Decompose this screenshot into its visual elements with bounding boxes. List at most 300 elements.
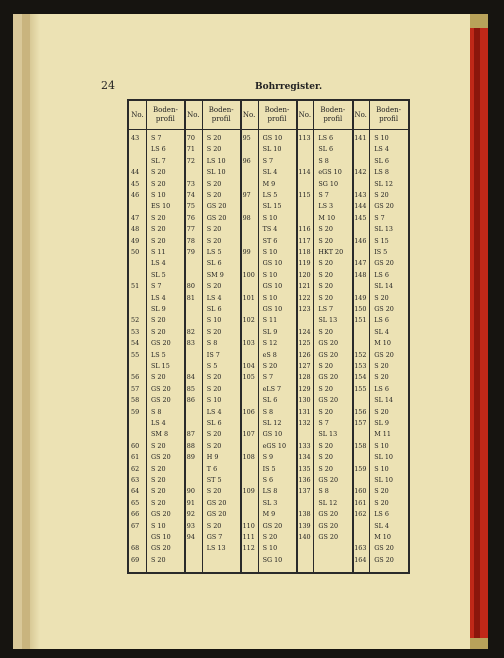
soil-profile: eGS 10 [318,168,342,177]
soil-profile: SL 6 [318,145,334,154]
soil-profile: SL 9 [374,419,389,427]
row-number: 48 [131,225,140,234]
row-number: 144 [354,202,367,211]
soil-profile: GS 10 [262,259,283,268]
soil-profile: S 7 [262,156,274,165]
row-number: 67 [131,521,140,530]
soil-profile: S 20 [206,225,222,234]
row-number: 114 [298,168,311,177]
soil-profile: S 10 [262,248,278,256]
soil-profile: LS 3 [318,202,334,211]
row-number: 108 [242,453,255,462]
soil-profile: M 9 [262,179,276,188]
row-number: 153 [354,362,367,370]
soil-profile: LS 6 [374,384,389,393]
soil-profile: S 20 [318,327,333,336]
soil-profile: S 20 [318,453,333,462]
soil-profile: LS 4 [151,419,166,427]
soil-profile: S 20 [206,487,222,496]
no-profile-divider [258,101,259,572]
soil-profile: S 8 [262,407,274,416]
row-number: 134 [298,453,311,462]
soil-profile: S 7 [318,419,329,427]
soil-profile: S 20 [206,373,222,382]
row-number: 91 [186,498,195,507]
row-number: 106 [242,407,255,416]
row-number: 116 [298,225,311,234]
soil-profile: SL 6 [262,396,278,405]
row-number: 130 [298,396,311,405]
row-number: 104 [242,362,255,370]
header-divider [129,129,408,130]
soil-profile: GS 20 [206,202,227,211]
no-profile-divider [146,101,147,572]
soil-profile: LS 10 [206,156,226,165]
row-number: 131 [298,407,311,416]
soil-profile: GS 20 [151,453,171,462]
row-number: 128 [298,373,311,382]
soil-profile: S 20 [206,191,222,199]
row-number: 53 [131,327,140,336]
row-number: 51 [131,282,140,291]
soil-profile: S 20 [262,362,278,370]
row-number: 136 [298,476,311,484]
header-no: No. [131,110,144,119]
row-number: 94 [186,533,195,541]
soil-profile: TS 4 [262,225,278,234]
row-number: 99 [242,248,251,256]
soil-profile: S 8 [318,487,329,496]
soil-profile: ES 10 [151,202,171,211]
soil-profile: S 20 [374,373,389,382]
soil-profile: SL 12 [374,179,393,188]
row-number: 157 [354,419,367,427]
soil-profile: S 20 [318,464,333,473]
header-no: No. [298,110,312,119]
soil-profile: SL 6 [374,156,389,165]
soil-profile: S 20 [151,498,166,507]
soil-profile: SG 10 [262,555,283,564]
row-number: 137 [298,487,311,496]
soil-profile: S 20 [318,362,333,370]
row-number: 70 [186,134,195,142]
soil-profile: LS 6 [374,510,389,519]
row-number: 125 [298,339,311,348]
soil-profile: S 8 [151,407,162,416]
header-profile: Boden- profil [152,106,178,123]
soil-profile: S 20 [318,236,333,245]
row-number: 45 [131,179,140,188]
soil-profile: LS 13 [206,544,226,553]
soil-profile: SL 15 [151,362,170,370]
soil-profile: S 20 [151,487,166,496]
row-number: 149 [354,293,367,302]
no-profile-divider [369,101,370,572]
row-number: 111 [242,533,255,541]
soil-profile: GS 20 [318,350,339,359]
soil-profile: GS 20 [318,510,339,519]
soil-profile: GS 20 [151,384,171,393]
soil-profile: GS 10 [262,305,283,313]
soil-profile: S 20 [206,134,222,142]
soil-profile: S 10 [262,544,278,553]
soil-profile: eLS 7 [262,384,282,393]
soil-profile: S 7 [374,213,385,222]
row-number: 52 [131,316,140,325]
soil-profile: M 10 [318,213,336,222]
soil-profile: S 11 [262,316,278,325]
soil-profile: S 20 [374,498,389,507]
row-number: 79 [186,248,195,256]
row-number: 77 [186,225,195,234]
row-number: 103 [242,339,255,348]
soil-profile: SL 13 [374,225,393,234]
row-number: 69 [131,555,140,564]
soil-profile: SL 6 [206,259,222,268]
soil-profile: S 20 [374,407,389,416]
soil-profile: SL 3 [262,498,278,507]
row-number: 78 [186,236,195,245]
soil-profile: IS 5 [374,248,388,256]
row-number: 120 [298,270,311,279]
soil-profile: S 6 [262,476,274,484]
soil-profile: S 20 [151,179,166,188]
soil-profile: SL 6 [206,419,222,427]
row-number: 83 [186,339,195,348]
row-number: 86 [186,396,195,405]
soil-profile: S 20 [318,384,333,393]
row-number: 135 [298,464,311,473]
soil-profile: M 11 [374,430,391,439]
row-number: 107 [242,430,255,439]
soil-profile: M 10 [374,339,391,348]
soil-profile: GS 20 [374,544,394,553]
row-number: 147 [354,259,367,268]
row-number: 80 [186,282,195,291]
row-number: 160 [354,487,367,496]
soil-profile: GS 20 [318,521,339,530]
row-number: 65 [131,498,140,507]
page-title: Bohrregister. [255,82,323,92]
row-number: 97 [242,191,251,199]
soil-profile: SL 7 [151,156,166,165]
soil-profile: S 11 [151,248,166,256]
row-number: 96 [242,156,251,165]
soil-profile: S 9 [262,453,274,462]
soil-profile: SM 9 [206,270,224,279]
row-number: 73 [186,179,195,188]
row-number: 112 [242,544,255,553]
soil-profile: S 8 [206,339,218,348]
row-number: 148 [354,270,367,279]
header-profile: Boden- profil [264,106,290,123]
no-profile-divider [313,101,314,572]
soil-profile: SL 10 [374,453,393,462]
soil-profile: S 10 [151,521,166,530]
soil-profile: LS 4 [374,145,389,154]
row-number: 55 [131,350,140,359]
soil-profile: GS 20 [151,339,171,348]
soil-profile: LS 6 [151,145,166,154]
soil-profile: S 20 [206,179,222,188]
row-number: 47 [131,213,140,222]
soil-profile: S 7 [262,373,274,382]
soil-profile: SL 10 [206,168,226,177]
soil-profile: LS 7 [318,305,334,313]
soil-profile: GS 20 [318,373,339,382]
soil-profile: GS 20 [318,339,339,348]
soil-profile: LS 6 [318,134,334,142]
soil-profile: S 20 [318,225,333,234]
soil-profile: GS 20 [374,350,394,359]
soil-profile: S 20 [318,259,333,268]
row-number: 56 [131,373,140,382]
soil-profile: S 7 [318,191,329,199]
row-number: 138 [298,510,311,519]
soil-profile: GS 10 [151,533,171,541]
row-number: 142 [354,168,367,177]
row-number: 146 [354,236,367,245]
soil-profile: S 12 [262,339,278,348]
row-number: 100 [242,270,255,279]
row-number: 82 [186,327,195,336]
soil-profile: eS 8 [262,350,277,359]
soil-profile: SL 6 [206,305,222,313]
soil-profile: HKT 20 [318,248,344,256]
row-number: 122 [298,293,311,302]
soil-profile: S 10 [262,213,278,222]
row-number: 117 [298,236,311,245]
row-number: 133 [298,441,311,450]
soil-profile: SM 8 [151,430,169,439]
soil-profile: S 20 [206,384,222,393]
row-number: 49 [131,236,140,245]
soil-profile: S 20 [318,282,333,291]
soil-profile: GS 10 [262,282,283,291]
soil-profile: SL 15 [262,202,282,211]
soil-profile: LS 8 [374,168,389,177]
soil-profile: S 20 [206,145,222,154]
row-number: 126 [298,350,311,359]
header-profile: Boden- profil [208,106,234,123]
soil-profile: S 20 [374,191,389,199]
page-number: 24 [101,79,115,92]
soil-profile: S 20 [151,168,166,177]
soil-profile: GS 20 [374,259,394,268]
soil-profile: S 5 [206,362,218,370]
soil-profile: GS 20 [151,544,171,553]
soil-profile: S 20 [151,213,166,222]
soil-profile: SL 9 [151,305,166,313]
row-number: 121 [298,282,311,291]
soil-profile: LS 6 [374,316,389,325]
row-number: 43 [131,134,140,142]
row-number: 164 [354,555,367,564]
soil-profile: T 6 [206,464,218,473]
bohrregister-table [127,99,410,574]
row-number: 87 [186,430,195,439]
soil-profile: S 20 [262,533,278,541]
row-number: 68 [131,544,140,553]
row-number: 152 [354,350,367,359]
soil-profile: SG 10 [318,179,339,188]
soil-profile: S 20 [151,236,166,245]
soil-profile: S 7 [151,134,162,142]
soil-profile: S 20 [318,293,333,302]
soil-profile: SL 4 [374,521,389,530]
row-number: 54 [131,339,140,348]
soil-profile: S 10 [374,134,389,142]
soil-profile: LS 6 [374,270,389,279]
soil-profile: GS 20 [262,521,283,530]
page-edge-shadow [22,14,30,649]
soil-profile: GS 20 [206,498,227,507]
header-profile: Boden- profil [376,106,402,123]
row-number: 161 [354,498,367,507]
soil-profile: S 20 [151,316,166,325]
soil-profile: LS 5 [151,350,166,359]
row-number: 155 [354,384,367,393]
row-number: 90 [186,487,195,496]
soil-profile: GS 20 [151,510,171,519]
soil-profile: S 20 [151,225,166,234]
no-profile-divider [202,101,203,572]
soil-profile: SL 12 [318,498,338,507]
row-number: 141 [354,134,367,142]
row-number: 113 [298,134,311,142]
row-number: 132 [298,419,311,427]
row-number: 59 [131,407,140,416]
soil-profile: SL 13 [318,316,338,325]
soil-profile: LS 4 [206,293,222,302]
soil-profile: S 20 [151,327,166,336]
soil-profile: S 20 [151,476,166,484]
row-number: 46 [131,191,140,199]
row-number: 57 [131,384,140,393]
soil-profile: GS 20 [206,213,227,222]
row-number: 76 [186,213,195,222]
column-divider [240,101,242,572]
soil-profile: GS 20 [374,555,394,564]
soil-profile: SL 14 [374,282,393,291]
row-number: 101 [242,293,255,302]
soil-profile: GS 10 [262,430,283,439]
soil-profile: SL 12 [262,419,282,427]
soil-profile: S 20 [206,327,222,336]
row-number: 109 [242,487,255,496]
soil-profile: S 10 [206,396,222,405]
soil-profile: ST 5 [206,476,222,484]
row-number: 162 [354,510,367,519]
soil-profile: S 20 [151,441,166,450]
soil-profile: S 20 [318,407,333,416]
soil-profile: eGS 10 [262,441,287,450]
row-number: 71 [186,145,195,154]
soil-profile: S 20 [151,373,166,382]
soil-profile: SL 13 [318,430,338,439]
row-number: 154 [354,373,367,382]
soil-profile: S 7 [151,282,162,291]
row-number: 62 [131,464,140,473]
soil-profile: GS 20 [374,202,394,211]
row-number: 140 [298,533,311,541]
soil-profile: GS 20 [318,396,339,405]
row-number: 150 [354,305,367,313]
soil-profile: S 10 [262,270,278,279]
row-number: 143 [354,191,367,199]
row-number: 163 [354,544,367,553]
soil-profile: S 20 [206,441,222,450]
soil-profile: S 10 [151,191,166,199]
soil-profile: S 20 [206,236,222,245]
row-number: 95 [242,134,251,142]
page-gutter-shade [30,14,40,649]
soil-profile: S 8 [318,156,329,165]
row-number: 81 [186,293,195,302]
row-number: 145 [354,213,367,222]
soil-profile: S 20 [206,430,222,439]
soil-profile: GS 10 [262,134,283,142]
row-number: 74 [186,191,195,199]
soil-profile: S 20 [374,293,389,302]
soil-profile: S 20 [206,282,222,291]
soil-profile: IS 7 [206,350,220,359]
row-number: 124 [298,327,311,336]
row-number: 159 [354,464,367,473]
row-number: 139 [298,521,311,530]
row-number: 118 [298,248,311,256]
row-number: 123 [298,305,311,313]
soil-profile: S 10 [374,441,389,450]
soil-profile: LS 4 [206,407,222,416]
soil-profile: SL 4 [374,327,389,336]
header-no: No. [354,110,367,119]
soil-profile: M 9 [262,510,276,519]
soil-profile: GS 20 [206,510,227,519]
soil-profile: S 20 [318,270,333,279]
soil-profile: GS 20 [318,476,339,484]
soil-profile: SL 9 [262,327,278,336]
soil-profile: IS 5 [262,464,276,473]
soil-profile: GS 20 [151,396,171,405]
row-number: 129 [298,384,311,393]
soil-profile: LS 4 [151,293,166,302]
row-number: 58 [131,396,140,405]
row-number: 66 [131,510,140,519]
row-number: 98 [242,213,251,222]
soil-profile: S 10 [206,316,222,325]
row-number: 119 [298,259,311,268]
soil-profile: LS 4 [151,259,166,268]
header-profile: Boden- profil [320,106,346,123]
soil-profile: LS 5 [262,191,278,199]
row-number: 105 [242,373,255,382]
red-edge-marker-inner [474,28,480,638]
header-no: No. [242,110,256,119]
soil-profile: SL 14 [374,396,393,405]
soil-profile: SL 10 [374,476,393,484]
row-number: 63 [131,476,140,484]
soil-profile: S 20 [374,487,389,496]
row-number: 127 [298,362,311,370]
soil-profile: SL 4 [262,168,278,177]
soil-profile: S 20 [374,362,389,370]
row-number: 85 [186,384,195,393]
soil-profile: SL 5 [151,270,166,279]
row-number: 72 [186,156,195,165]
row-number: 151 [354,316,367,325]
soil-profile: ST 6 [262,236,278,245]
